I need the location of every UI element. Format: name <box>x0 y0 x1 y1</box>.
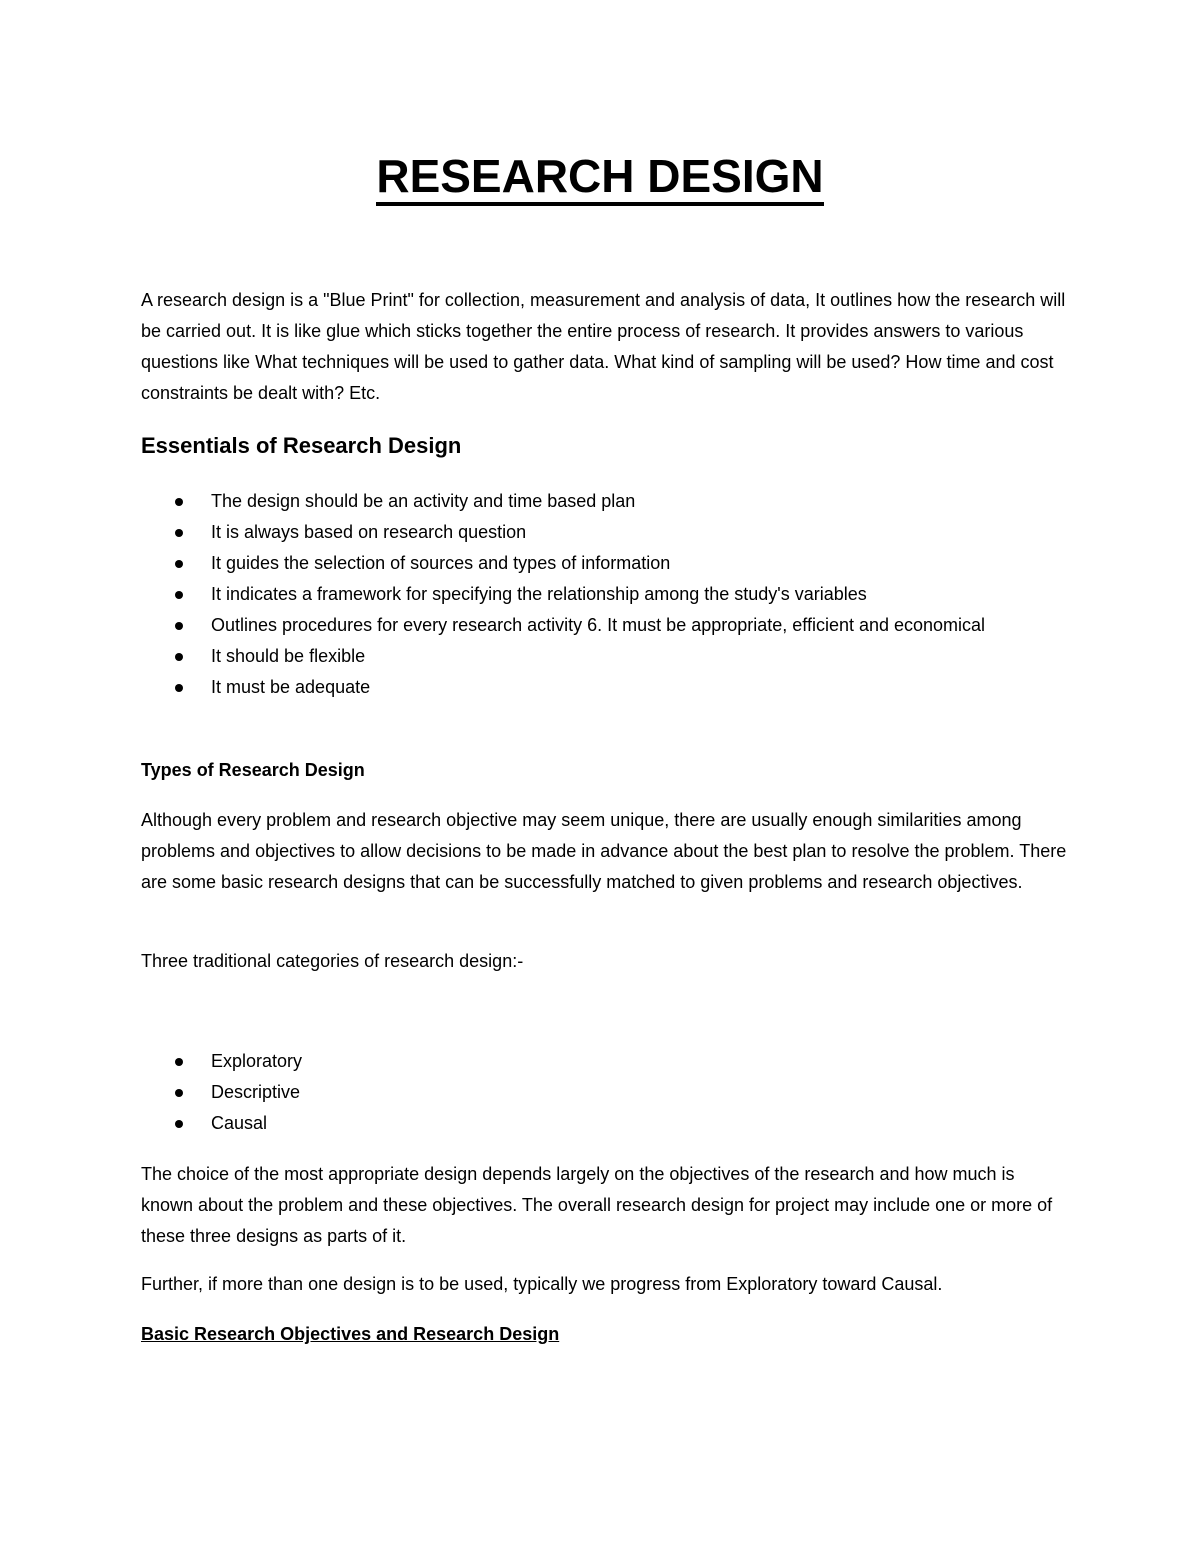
types-paragraph: Although every problem and research objective may seem unique, there are usually enough similarities among problems and objectives to allow decisions to be made in advance about the best plan to resolve the problem. There are some basic research designs that can be successfully matched to given problems and research objectives. <box>141 810 1067 892</box>
essentials-list <box>141 486 1041 703</box>
list-item: Exploratory <box>141 1046 1041 1077</box>
list-item: It must be adequate <box>141 672 1041 703</box>
choice-paragraph: The choice of the most appropriate design depends largely on the objectives of the research and how much is known about the problem and these objectives. The overall research design for project may include one or more of these three designs as parts of it. <box>141 1164 1053 1246</box>
list-item: Descriptive <box>141 1077 1041 1108</box>
essentials-heading: Essentials of Research Design <box>141 433 462 458</box>
page-title <box>0 146 1200 206</box>
list-item: The design should be an activity and time based plan <box>141 486 1041 517</box>
types-heading: Types of Research Design <box>141 760 365 780</box>
list-item: It indicates a framework for specifying the relationship among the study's variables <box>141 579 1041 610</box>
further-paragraph: Further, if more than one design is to be used, typically we progress from Exploratory toward Causal. <box>141 1274 943 1294</box>
basic-objectives-heading <box>141 1320 559 1348</box>
list-item: It should be flexible <box>141 641 1041 672</box>
categories-list <box>141 1046 1041 1139</box>
list-item: It is always based on research question <box>141 517 1041 548</box>
list-item: Outlines procedures for every research activity 6. It must be appropriate, efficient and economical <box>141 610 1041 641</box>
list-item: It guides the selection of sources and types of information <box>141 548 1041 579</box>
page-title-text: RESEARCH DESIGN <box>376 150 823 206</box>
intro-paragraph: A research design is a "Blue Print" for collection, measurement and analysis of data, It outlines how the research will be carried out. It is like glue which sticks together the entire process of research. It provides answers to various questions like What techniques will be used to gather data. What kind of sampling will be used? How time and cost constraints be dealt with? Etc. <box>141 290 1066 403</box>
basic-objectives-heading-text: Basic Research Objectives and Research Design <box>141 1324 560 1344</box>
categories-intro: Three traditional categories of research design:- <box>141 951 524 971</box>
list-item: Causal <box>141 1108 1041 1139</box>
